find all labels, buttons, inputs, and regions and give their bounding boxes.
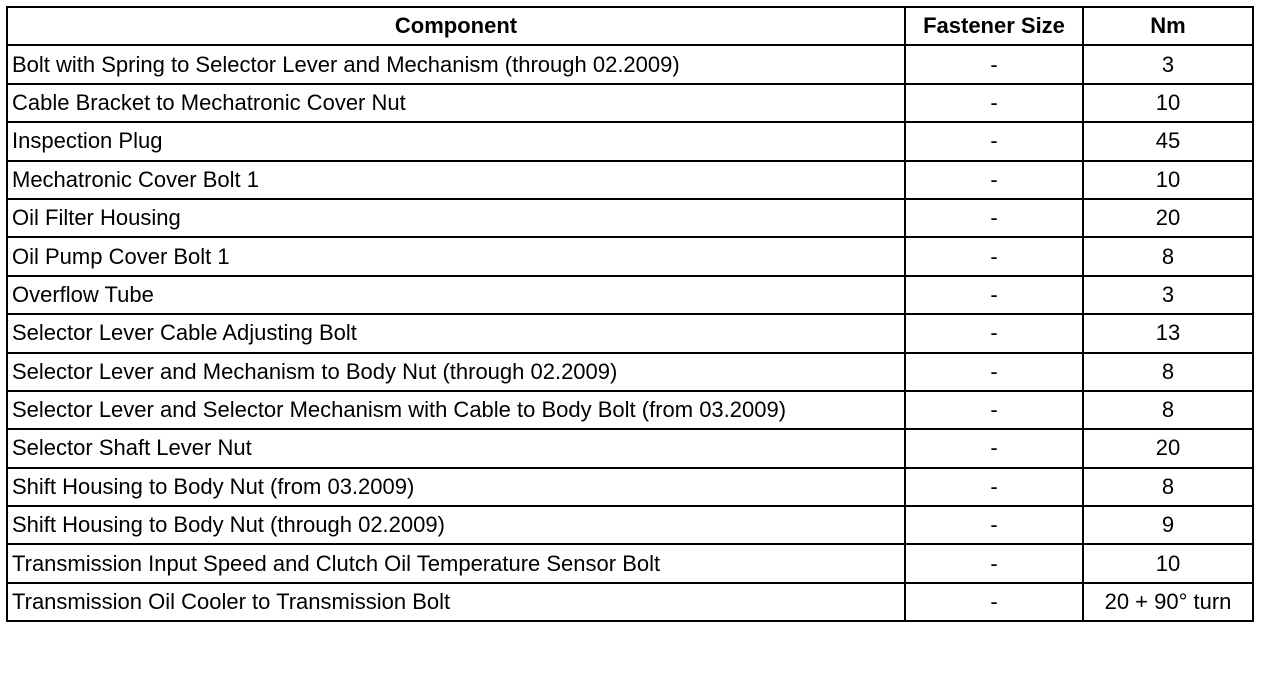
component-cell: Inspection Plug [7,122,905,160]
table-header-row [7,7,1253,45]
table-row [7,45,1253,83]
table-row [7,276,1253,314]
component-cell: Selector Lever and Mechanism to Body Nut (through 02.2009) [7,353,905,391]
nm-cell: 3 [1083,276,1253,314]
table-body [7,45,1253,621]
nm-cell: 45 [1083,122,1253,160]
component-cell: Selector Lever and Selector Mechanism with Cable to Body Bolt (from 03.2009) [7,391,905,429]
table-row [7,583,1253,621]
table-row [7,122,1253,160]
component-cell: Oil Filter Housing [7,199,905,237]
nm-cell: 20 + 90° turn [1083,583,1253,621]
fastener-size-cell: - [905,199,1083,237]
component-cell: Cable Bracket to Mechatronic Cover Nut [7,84,905,122]
fastener-size-cell: - [905,122,1083,160]
component-cell: Mechatronic Cover Bolt 1 [7,161,905,199]
fastener-size-cell: - [905,468,1083,506]
column-header-nm: Nm [1083,7,1253,45]
fastener-size-cell: - [905,506,1083,544]
table-row [7,429,1253,467]
torque-spec-table [6,6,1254,622]
fastener-size-cell: - [905,544,1083,582]
component-cell: Transmission Oil Cooler to Transmission Bolt [7,583,905,621]
component-cell: Oil Pump Cover Bolt 1 [7,237,905,275]
nm-cell: 9 [1083,506,1253,544]
nm-cell: 8 [1083,468,1253,506]
fastener-size-cell: - [905,391,1083,429]
component-cell: Shift Housing to Body Nut (from 03.2009) [7,468,905,506]
fastener-size-cell: - [905,314,1083,352]
table-row [7,468,1253,506]
nm-cell: 13 [1083,314,1253,352]
component-cell: Bolt with Spring to Selector Lever and Mechanism (through 02.2009) [7,45,905,83]
component-cell: Overflow Tube [7,276,905,314]
component-cell: Transmission Input Speed and Clutch Oil Temperature Sensor Bolt [7,544,905,582]
table-row [7,544,1253,582]
nm-cell: 8 [1083,353,1253,391]
nm-cell: 20 [1083,429,1253,467]
fastener-size-cell: - [905,429,1083,467]
component-cell: Selector Lever Cable Adjusting Bolt [7,314,905,352]
nm-cell: 10 [1083,544,1253,582]
fastener-size-cell: - [905,84,1083,122]
fastener-size-cell: - [905,237,1083,275]
table-row [7,84,1253,122]
fastener-size-cell: - [905,583,1083,621]
table-row [7,353,1253,391]
nm-cell: 10 [1083,84,1253,122]
nm-cell: 8 [1083,237,1253,275]
nm-cell: 3 [1083,45,1253,83]
column-header-fastener-size: Fastener Size [905,7,1083,45]
nm-cell: 10 [1083,161,1253,199]
table-row [7,506,1253,544]
fastener-size-cell: - [905,276,1083,314]
table-row [7,199,1253,237]
table-row [7,161,1253,199]
nm-cell: 8 [1083,391,1253,429]
fastener-size-cell: - [905,161,1083,199]
table-row [7,391,1253,429]
nm-cell: 20 [1083,199,1253,237]
fastener-size-cell: - [905,353,1083,391]
component-cell: Selector Shaft Lever Nut [7,429,905,467]
component-cell: Shift Housing to Body Nut (through 02.2009) [7,506,905,544]
table-row [7,314,1253,352]
fastener-size-cell: - [905,45,1083,83]
table-row [7,237,1253,275]
column-header-component: Component [7,7,905,45]
